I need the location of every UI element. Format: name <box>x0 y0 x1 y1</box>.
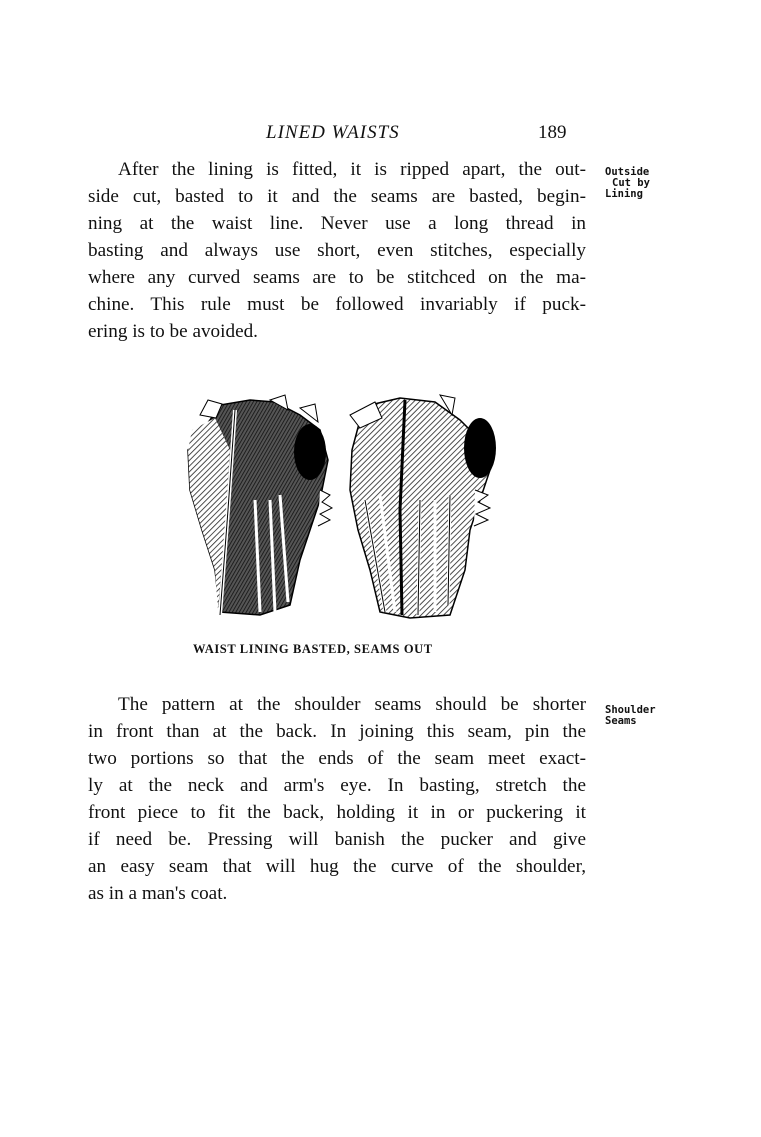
text-line: in front than at the back. In joining this seam, pin the <box>88 721 586 742</box>
front-bodice-figure <box>188 395 332 615</box>
text-line: ly at the neck and arm's eye. In basting, stretch the <box>88 775 586 796</box>
margin-note-shoulder-seams <box>605 705 656 727</box>
bodice-illustration <box>180 390 510 630</box>
margin-note-line: Outside <box>605 166 650 178</box>
page-number: 189 <box>538 122 567 143</box>
text-line: an easy seam that will hug the curve of the shoulder, <box>88 856 586 877</box>
text-line: two portions so that the ends of the seam meet exact- <box>88 748 586 769</box>
text-line: front piece to fit the back, holding it in or puckering it <box>88 802 586 823</box>
text-line: chine. This rule must be followed invariably if puck- <box>88 294 586 315</box>
margin-note-line: Seams <box>605 715 637 727</box>
margin-note-line: Lining <box>605 188 643 200</box>
text-line: The pattern at the shoulder seams should be shorter <box>118 694 586 715</box>
text-line: ning at the waist line. Never use a long thread in <box>88 213 586 234</box>
text-line: where any curved seams are to be stitchced on the ma- <box>88 267 586 288</box>
text-line: side cut, basted to it and the seams are basted, begin- <box>88 186 586 207</box>
margin-note-outside-cut-by-lining <box>605 167 650 200</box>
text-line: After the lining is fitted, it is ripped apart, the out- <box>118 159 586 180</box>
margin-note-line: Cut by <box>612 177 650 189</box>
text-line: as in a man's coat. <box>88 883 228 904</box>
figure-caption: WAIST LINING BASTED, SEAMS OUT <box>193 642 433 656</box>
margin-note-line: Shoulder <box>605 704 656 716</box>
running-title: LINED WAISTS <box>266 122 400 143</box>
text-line: if need be. Pressing will banish the pucker and give <box>88 829 586 850</box>
text-line: basting and always use short, even stitches, especially <box>88 240 586 261</box>
back-bodice-figure <box>350 395 496 618</box>
text-line: ering is to be avoided. <box>88 321 258 342</box>
